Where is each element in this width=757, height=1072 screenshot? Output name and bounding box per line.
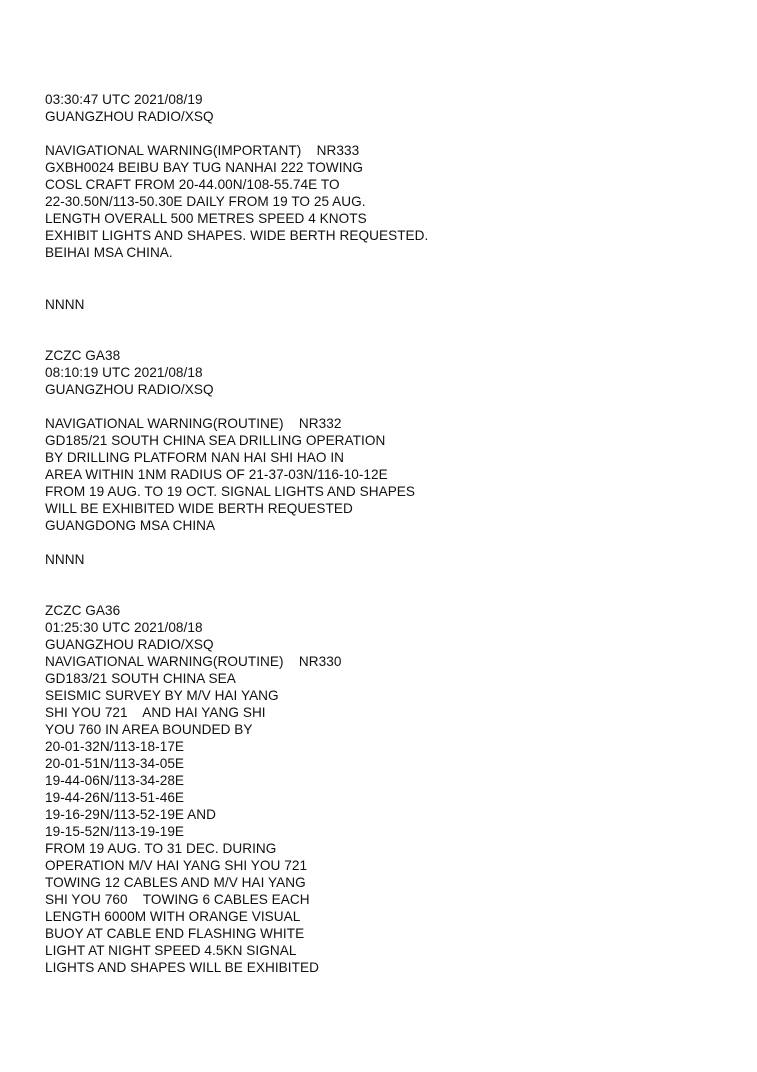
message-header: ZCZC GA38 xyxy=(45,348,121,363)
message-header: ZCZC GA36 xyxy=(45,603,121,618)
warning-heading: NAVIGATIONAL WARNING(IMPORTANT) NR333 xyxy=(45,143,360,158)
warning-text-line: SHI YOU 760 TOWING 6 CABLES EACH xyxy=(45,892,310,907)
warning-text-line: COSL CRAFT FROM 20-44.00N/108-55.74E TO xyxy=(45,177,340,192)
timestamp-line: 08:10:19 UTC 2021/08/18 xyxy=(45,365,203,380)
warning-text-line: GXBH0024 BEIBU BAY TUG NANHAI 222 TOWING xyxy=(45,160,364,175)
warning-text-line: LENGTH 6000M WITH ORANGE VISUAL xyxy=(45,909,301,924)
warning-text-line: GD185/21 SOUTH CHINA SEA DRILLING OPERATION xyxy=(45,433,386,448)
coordinate-line: 20-01-32N/113-18-17E xyxy=(45,739,185,754)
warning-text-line: BUOY AT CABLE END FLASHING WHITE xyxy=(45,926,305,941)
warning-text-line: BEIHAI MSA CHINA. xyxy=(45,245,173,260)
warning-text-line: SHI YOU 721 AND HAI YANG SHI xyxy=(45,705,266,720)
coordinate-line: 19-44-26N/113-51-46E xyxy=(45,790,185,805)
warning-text-line: BY DRILLING PLATFORM NAN HAI SHI HAO IN xyxy=(45,450,345,465)
warning-text-line: SEISMIC SURVEY BY M/V HAI YANG xyxy=(45,688,279,703)
warning-heading: NAVIGATIONAL WARNING(ROUTINE) NR332 xyxy=(45,416,342,431)
warning-text-line: 22-30.50N/113-50.30E DAILY FROM 19 TO 25 AUG. xyxy=(45,194,366,209)
warning-text-line: GD183/21 SOUTH CHINA SEA xyxy=(45,671,236,686)
warning-text-line: LENGTH OVERALL 500 METRES SPEED 4 KNOTS xyxy=(45,211,367,226)
station-line: GUANGZHOU RADIO/XSQ xyxy=(45,109,214,124)
coordinate-line: 20-01-51N/113-34-05E xyxy=(45,756,185,771)
warning-text-line: GUANGDONG MSA CHINA xyxy=(45,518,216,533)
warning-text-line: LIGHTS AND SHAPES WILL BE EXHIBITED xyxy=(45,960,319,975)
end-marker: NNNN xyxy=(45,297,85,312)
timestamp-line: 01:25:30 UTC 2021/08/18 xyxy=(45,620,203,635)
end-marker: NNNN xyxy=(45,552,85,567)
warning-text-line: AREA WITHIN 1NM RADIUS OF 21-37-03N/116-10-12E xyxy=(45,467,388,482)
station-line: GUANGZHOU RADIO/XSQ xyxy=(45,382,214,397)
warning-text-line: FROM 19 AUG. TO 19 OCT. SIGNAL LIGHTS AND SHAPES xyxy=(45,484,416,499)
warning-text-line: FROM 19 AUG. TO 31 DEC. DURING xyxy=(45,841,277,856)
coordinate-line: 19-16-29N/113-52-19E AND xyxy=(45,807,216,822)
warning-text-line: EXHIBIT LIGHTS AND SHAPES. WIDE BERTH REQUESTED. xyxy=(45,228,429,243)
coordinate-line: 19-44-06N/113-34-28E xyxy=(45,773,185,788)
warning-text-line: TOWING 12 CABLES AND M/V HAI YANG xyxy=(45,875,306,890)
warning-text-line: OPERATION M/V HAI YANG SHI YOU 721 xyxy=(45,858,308,873)
warning-heading: NAVIGATIONAL WARNING(ROUTINE) NR330 xyxy=(45,654,342,669)
coordinate-line: 19-15-52N/113-19-19E xyxy=(45,824,185,839)
station-line: GUANGZHOU RADIO/XSQ xyxy=(45,637,214,652)
warning-text-line: WILL BE EXHIBITED WIDE BERTH REQUESTED xyxy=(45,501,353,516)
warning-text-line: YOU 760 IN AREA BOUNDED BY xyxy=(45,722,253,737)
warning-text-line: LIGHT AT NIGHT SPEED 4.5KN SIGNAL xyxy=(45,943,297,958)
timestamp-line: 03:30:47 UTC 2021/08/19 xyxy=(45,92,203,107)
